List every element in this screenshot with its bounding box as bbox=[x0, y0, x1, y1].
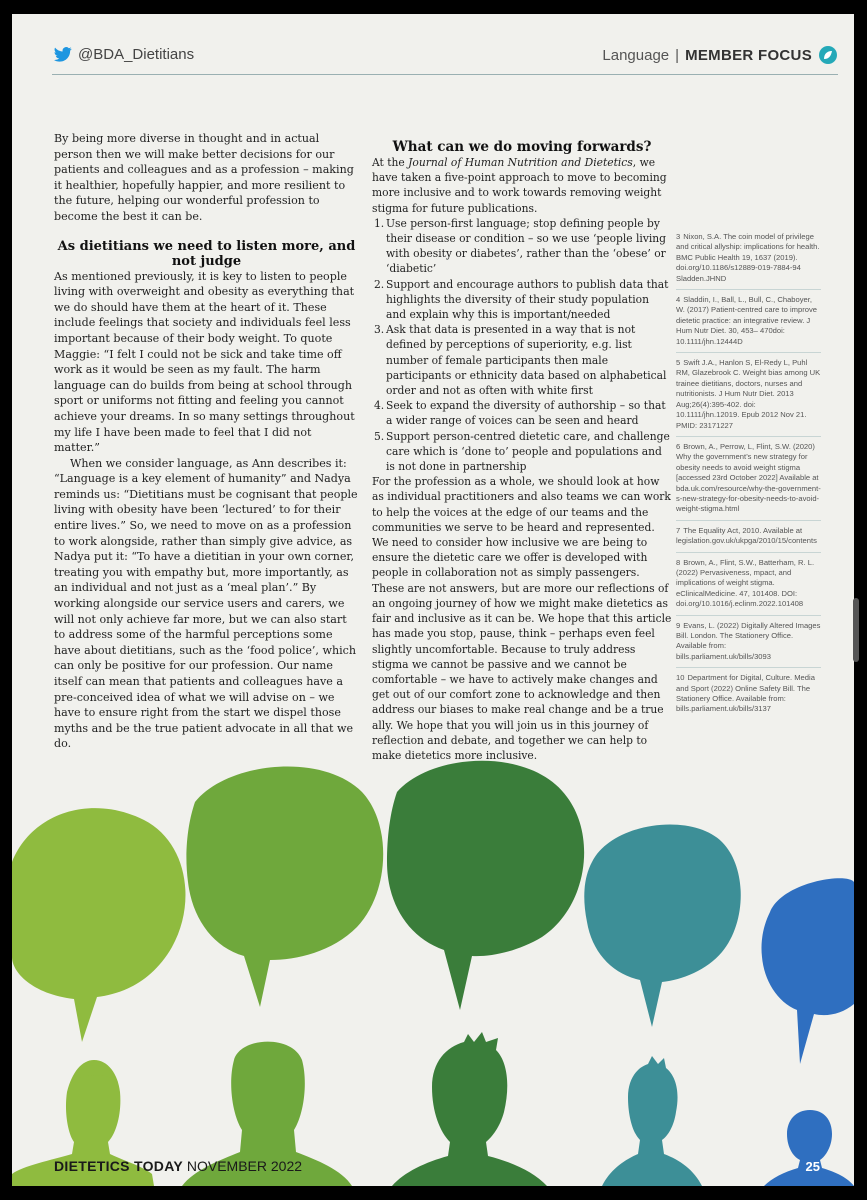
header-social bbox=[54, 46, 194, 63]
issue-date: NOVEMBER 2022 bbox=[186, 1158, 303, 1174]
section-label: Language bbox=[602, 46, 670, 64]
journal-title: Journal of Human Nutrition and Dietetics bbox=[408, 156, 633, 169]
reference-item: 4 Sladdin, I., Ball, L., Bull, C., Chaboyer, W. (2017) Patient-centred care to improve dietetic practice: an integrative review. J Hum Nutr Diet. 30, 453– 470doi: 10.1111/jhn.12444D bbox=[676, 295, 821, 353]
magazine-page bbox=[12, 14, 854, 1186]
twitter-handle: @BDA_Dietitians bbox=[78, 46, 195, 63]
speech-bubble-mid-green bbox=[186, 767, 383, 1007]
column-middle bbox=[372, 140, 672, 763]
reference-item: 3 Nixon, S.A. The coin model of privilege and critical allyship: implications for health. BMC Public Health 19, 1637 (2019). doi.org/10.1186/s12889-019-7884-94 Sladden.JHND bbox=[676, 232, 821, 290]
viewer-scrollbar[interactable] bbox=[853, 598, 859, 662]
reference-item: 5 Swift J.A., Hanlon S, El-Redy L, Puhl RM, Glazebrook C. Weight bias among UK trainee dietitians, doctors, nurses and nutritionists. J Hum Nutr Diet. 2013 Aug;26(4):395-402. doi: 10.1111/jhn.12019. Epub 2012 Nov 21. PMID: 23171227 bbox=[676, 358, 821, 437]
reference-item: 10 Department for Digital, Culture. Media and Sport (2022) Online Safety Bill. The Stationery Office. Available from: bills.parliament.uk/bills/3137 bbox=[676, 673, 815, 714]
feature-label: MEMBER FOCUS bbox=[685, 46, 812, 64]
list-item: 1. Use person-first language; stop defining people by their disease or condition – so we use ‘people living with obesity or diabetes’, rather than the ‘obese’ or ‘diabetic’ bbox=[374, 216, 667, 276]
person-silhouette-blue bbox=[764, 1110, 854, 1186]
section-separator: | bbox=[675, 46, 680, 64]
list-item: 3. Ask that data is presented in a way that is not defined by perceptions of superiority, e.g. list number of female participants then male participants or ethnicity data based on alphabetical order and not as often with white first bbox=[374, 323, 667, 398]
reference-item: 8 Brown, A., Flint, S.W., Batterham, R. L. (2022) Pervasiveness, mpact, and implications of weight stigma. eClinicalMedicine. 47, 101408. DOI: doi.org/10.1016/j.eclinm.2022.101408 bbox=[676, 558, 821, 616]
list-item: 5. Support person-centred dietetic care, and challenge care which is ‘done to’ people and populations and is not done in partnership bbox=[374, 429, 670, 474]
reference-item: 7 The Equality Act, 2010. Available at legislation.gov.uk/ukpga/2010/15/contents bbox=[676, 526, 821, 553]
intro-paragraph: By being more diverse in thought and in actual person then we will make better decisions for our patients and colleagues and as a profession – making it healthier, hopefully happier, and more resilient to the future, helping our wonderful profession to become the best it can be. bbox=[54, 132, 354, 223]
person-silhouette-teal bbox=[602, 1056, 702, 1186]
section-heading-forwards: What can we do moving forwards? bbox=[392, 139, 652, 155]
references-column bbox=[676, 232, 821, 725]
page-number: 25 bbox=[805, 1159, 820, 1174]
speech-bubble-teal bbox=[584, 825, 740, 1027]
speech-bubble-blue bbox=[761, 878, 854, 1064]
speech-bubble-illustration bbox=[12, 742, 854, 1186]
twitter-bird-icon bbox=[54, 47, 72, 62]
list-item: 2. Support and encourage authors to publish data that highlights the diversity of their study population and explain why this is important/needed bbox=[374, 277, 669, 322]
section-heading-listen: As dietitians we need to listen more, and not judge bbox=[57, 238, 356, 269]
speech-bubble-light-green bbox=[12, 808, 185, 1042]
person-silhouette-dark-green bbox=[392, 1032, 547, 1186]
footer-publication bbox=[54, 1158, 302, 1174]
intro-paragraph: At the Journal of Human Nutrition and Dietetics, we have taken a five-point approach to move to becoming more inclusive and to work towards removing weight stigma for future publications. bbox=[372, 156, 667, 215]
reference-item: 9 Evans, L. (2022) Digitally Altered Images Bill. London. The Stationery Office. Available from: bills.parliament.uk/bills/3093 bbox=[676, 621, 821, 669]
five-point-list bbox=[372, 216, 672, 474]
closing-paragraph: For the profession as a whole, we should look at how as individual practitioners and also teams we can work to help the voices at the edge of our teams and the communities we serve to be heard and represented. We need to consider how inclusive we are being to ensure the dietetic care we offer is developed with people in collaboration not as simply passengers. These are not answers, but are more our reflections of an ongoing journey of how we might make dietetics as fair and inclusive as it can be. We hope that this article has made you stop, pause, think – perhaps even feel slightly uncomfortable. Because to truly address stigma we cannot be passive and we cannot be comfortable – we have to actively make changes and get out of our comfort zone to acknowledge and then address our biases to make real change and be a true ally. We hope that you will join us in this journey of reflection and debate, and together we can help to make dietetics more inclusive. bbox=[372, 475, 672, 762]
leaf-logo-icon bbox=[818, 45, 838, 65]
list-item: 4. Seek to expand the diversity of authorship – so that a wider range of voices can be seen and heard bbox=[374, 399, 666, 428]
header-divider bbox=[52, 74, 838, 75]
header-section bbox=[602, 45, 838, 65]
body-paragraph: When we consider language, as Ann describes it: “Language is a key element of humanity” and Nadya reminds us: “Dietitians must be cognisant that people living with obesity have been ‘lectured’ to for their entire lives.” So, we need to move on as a profession to work alongside, rather than simply give advice, as Nadya put it: “To have a dietitian in your own corner, treating you with empathy but, more importantly, as an individual and not just as a ‘meal plan’.” By working alongside our service users and carers, we will not only achieve far more, but we can also start to address some of the harmful perceptions some have about dietitians, such as the ‘food police’, which can only be positive for our profession. Our name itself can mean that patients and colleagues have a pre-conceived idea of what we will advise on – we have to ensure right from the start we dispel those myths and be the true patient advocate in all that we do. bbox=[54, 456, 358, 751]
speech-bubble-dark-green bbox=[387, 761, 584, 1010]
reference-item: 6 Brown, A., Perrow, L, Flint, S.W. (2020) Why the government’s new strategy for obesity needs to avoid weight stigma [accessed 23rd October 2022] Available at bda.uk.com/resource/why-the-government-s-new-strategy-for-obesity-needs-to-avoid-weight-stigma.html bbox=[676, 442, 821, 521]
column-left bbox=[54, 131, 359, 752]
body-paragraph: As mentioned previously, it is key to listen to people living with overweight and obesity as everything that we do should have them at the heart of it. These include feelings that society and individuals feel less important because of their body weight. To quote Maggie: “I felt I could not be sick and take time off work as it would be seen as my fault. The harm language can do builds from being at school through sport or uniforms not fitting and feeling you cannot achieve your dreams. In so many settings throughout my life I have been made to feel that I did not matter.” bbox=[54, 269, 355, 455]
magazine-title: DIETETICS TODAY bbox=[54, 1158, 183, 1174]
